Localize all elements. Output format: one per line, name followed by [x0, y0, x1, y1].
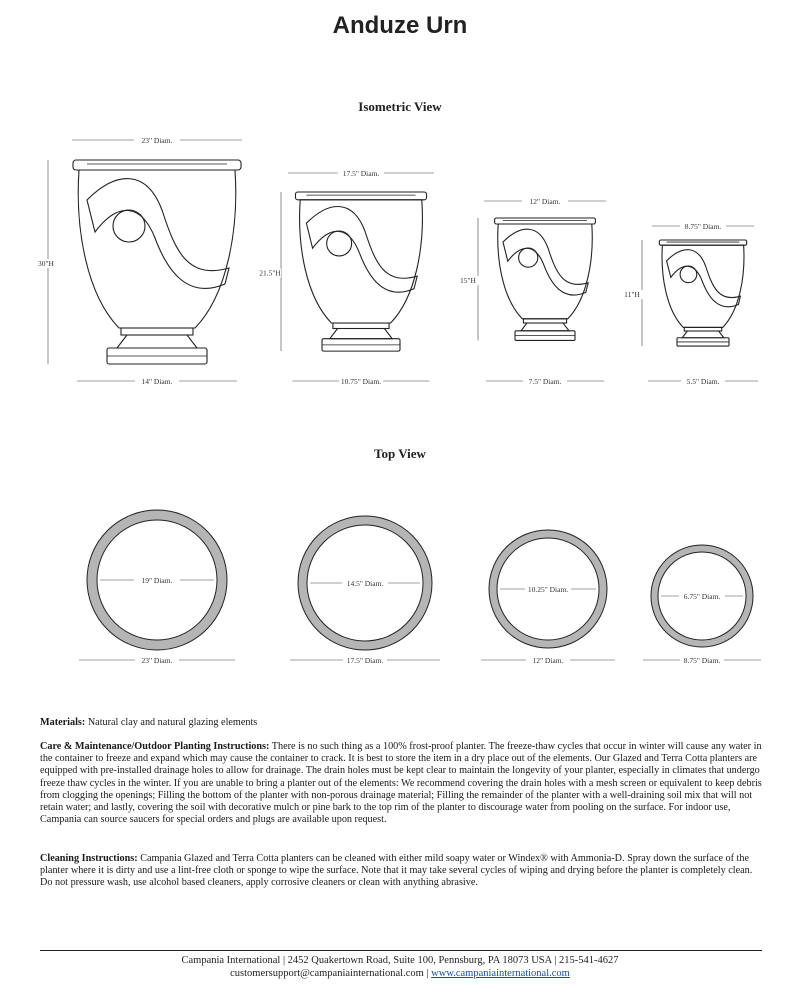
urn-stem: [117, 335, 197, 348]
urn-rim: [73, 160, 241, 170]
urn-medallion: [113, 210, 145, 242]
urn-medallion: [519, 248, 538, 267]
urn-4: [621, 222, 758, 386]
urn-rim: [659, 240, 746, 245]
urn-body: [662, 245, 744, 327]
urn-medallion: [680, 266, 697, 283]
urn-garland: [87, 179, 229, 289]
care-text: There is no such thing as a 100% frost-proof planter. The freeze-thaw cycles that occur in winter will cause any water in the container to freeze and expand which may cause the container to crack. It is best to store the item in a dry place out of the elements. Our Glazed and Terra Cotta planters are equipped with pre-installed drainage holes to allow for drainage. The drain holes must be kept clear to maintain the longevity of your planter, especially in climates that undergo freeze thaw cycles in the winter. If you are unable to bring a planter out of the elements: We recommend covering the drain holes with a mesh screen or equivalent to keep debris from clogging the openings; Filling the bottom of the planter with non-porous drainage material; Filling the remainder of the planter with a well-draining soil mix that will not retain water; and lastly, covering the soil with decorative mulch or pine bark to the top rim of the planter to discourage water from pooling on the surface. For indoor use, Campania can source saucers for special orders and plugs are available upon request.: [40, 741, 762, 826]
top-outer-diameter-label: 17.5" Diam.: [346, 656, 384, 665]
urn-body: [300, 200, 423, 323]
top-view-heading: Top View: [374, 446, 426, 461]
urn-height-label: 30"H: [38, 259, 54, 268]
urn-height-label: 21.5"H: [259, 268, 281, 278]
cleaning-text: Campania Glazed and Terra Cotta planters can be cleaned with either mild soapy water or Windex® with Ammonia-D. Spray down the surface of the planter where it is dirty and use a lint-free cloth or sponge to wipe the surface. Note that it may take several cycles of wiping and drying before the planter is completely clean. Do not pressure wash, use alcohol based cleaners, apply corrosive cleaners or clean with anything abrasive.: [40, 853, 753, 889]
urn-rim: [295, 192, 426, 200]
footer-divider: [40, 950, 762, 951]
top-view-3: [481, 530, 615, 665]
urn-medallion: [327, 231, 352, 256]
urn-base-label: 5.5" Diam.: [686, 377, 720, 386]
cleaning-section: [40, 853, 762, 890]
urn-2: [259, 169, 434, 386]
care-label: Care & Maintenance/Outdoor Planting Instructions:: [40, 741, 270, 752]
urn-diameter-label: 23" Diam.: [141, 136, 173, 145]
page-title: Anduze Urn: [332, 12, 468, 39]
top-outer-diameter-label: 8.75" Diam.: [683, 656, 721, 665]
top-outer-diameter-label: 23" Diam.: [141, 656, 173, 665]
urn-stem: [682, 331, 724, 338]
top-inner-diameter-label: 14.5" Diam.: [346, 579, 384, 588]
urn-1: [35, 136, 242, 386]
urn-base-label: 10.75" Diam.: [340, 377, 382, 386]
urn-3: [457, 197, 606, 386]
materials-label: Materials:: [40, 717, 86, 728]
urn-base-label: 14" Diam.: [141, 377, 173, 386]
urn-stem: [521, 323, 569, 331]
urn-height-label: 15"H: [460, 276, 476, 286]
urn-garland: [306, 207, 417, 293]
materials-text: Natural clay and natural glazing elements: [85, 717, 258, 728]
top-inner-diameter-label: 19" Diam.: [141, 576, 173, 585]
urn-collar: [523, 319, 566, 323]
footer-separator: |: [423, 968, 432, 979]
urn-rim: [495, 218, 596, 224]
materials-section: [40, 717, 762, 729]
urn-base-label: 7.5" Diam.: [528, 377, 562, 386]
footer-contact: [0, 968, 800, 979]
urn-collar: [121, 328, 193, 335]
urn-body: [498, 224, 592, 319]
cleaning-label: Cleaning Instructions:: [40, 853, 138, 864]
top-view-2: [290, 516, 440, 665]
isometric-view-heading: Isometric View: [358, 99, 442, 114]
footer-address: Campania International | 2452 Quakertown Road, Suite 100, Pennsburg, PA 18073 USA | 215-541-4627: [181, 955, 619, 966]
urn-diameter-label: 17.5" Diam.: [342, 169, 380, 178]
urn-body: [78, 170, 235, 328]
urn-diameter-label: 8.75" Diam.: [684, 222, 722, 231]
urn-stem: [330, 329, 392, 339]
top-view-4: [643, 545, 761, 665]
urn-diameter-label: 12" Diam.: [529, 197, 561, 206]
footer-email: customersupport@campaniainternational.com: [230, 968, 424, 979]
urn-garland: [667, 250, 741, 307]
urn-garland: [503, 229, 588, 295]
top-inner-diameter-label: 10.25" Diam.: [527, 585, 569, 594]
urn-collar: [333, 323, 389, 328]
top-view-1: [79, 510, 235, 665]
top-inner-diameter-label: 6.75" Diam.: [683, 592, 721, 601]
website-link[interactable]: www.campaniainternational.com: [431, 968, 570, 979]
urn-height-label: 11"H: [624, 290, 640, 300]
top-outer-diameter-label: 12" Diam.: [532, 656, 564, 665]
care-section: [40, 741, 762, 826]
